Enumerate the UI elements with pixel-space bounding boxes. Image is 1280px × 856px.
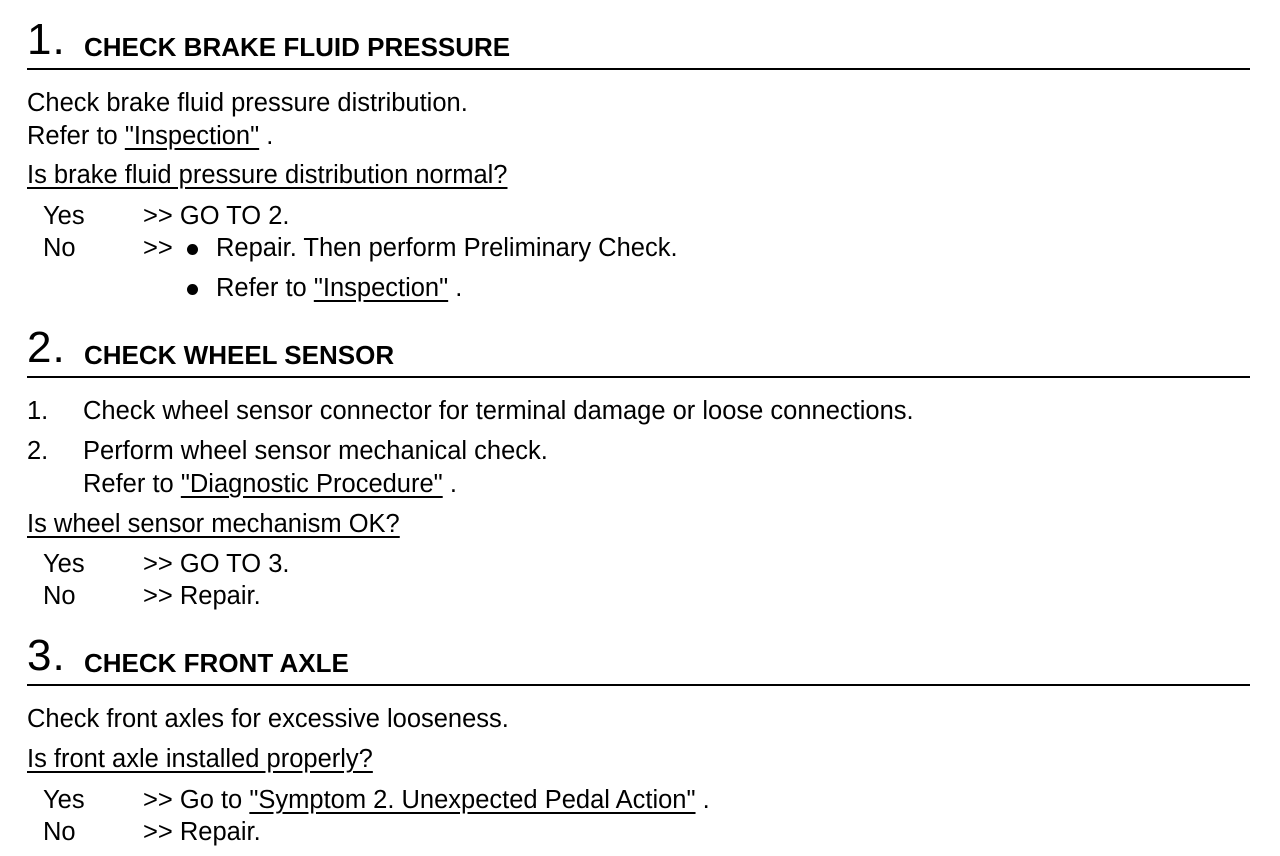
- step-1-no-refer-suffix: .: [455, 274, 463, 302]
- step-3-question: Is front axle installed properly?: [27, 745, 373, 773]
- step-2-yes-label: Yes: [43, 550, 85, 578]
- step-3-yes-label: Yes: [43, 786, 85, 814]
- inspection-link[interactable]: "Inspection": [124, 122, 260, 150]
- step-2-refer-suffix: .: [449, 470, 457, 498]
- step-2-item-1-number: 1.: [27, 397, 49, 425]
- symptom-2-link[interactable]: "Symptom 2. Unexpected Pedal Action": [249, 786, 696, 814]
- step-2: [27, 323, 1250, 382]
- step-1-divider: [27, 68, 1250, 70]
- step-2-refer: [83, 469, 457, 499]
- step-1-no-arrow: >>: [143, 234, 173, 262]
- step-2-no-label: No: [43, 582, 76, 610]
- step-3-yes-action: [143, 785, 710, 815]
- step-3-no-action: >> Repair.: [143, 818, 261, 846]
- bullet-icon: [187, 284, 198, 295]
- step-1-no-bullet-2: [216, 273, 462, 303]
- step-3-yes-suffix: .: [702, 786, 710, 814]
- step-1-instruction: Check brake fluid pressure distribution.: [27, 89, 468, 117]
- step-3-no-label: No: [43, 818, 76, 846]
- step-1-no-bullet-1: Repair. Then perform Preliminary Check.: [216, 234, 678, 262]
- step-2-no-action: >> Repair.: [143, 582, 261, 610]
- step-3-instruction: Check front axles for excessive looseness.: [27, 705, 509, 733]
- step-2-item-2-number: 2.: [27, 437, 49, 465]
- step-2-number: 2.: [27, 323, 66, 372]
- step-1-yes-action: >> GO TO 2.: [143, 202, 290, 230]
- step-1-no-refer-prefix: Refer to: [216, 274, 307, 302]
- step-2-item-2-text: Perform wheel sensor mechanical check.: [83, 437, 548, 465]
- step-3-number: 3.: [27, 631, 66, 680]
- step-1-no-label: No: [43, 234, 76, 262]
- step-2-question: Is wheel sensor mechanism OK?: [27, 510, 400, 538]
- step-3-divider: [27, 684, 1250, 686]
- step-3-title: CHECK FRONT AXLE: [84, 648, 349, 678]
- step-2-yes-action: >> GO TO 3.: [143, 550, 290, 578]
- inspection-link[interactable]: "Inspection": [313, 274, 449, 302]
- bullet-icon: [187, 244, 198, 255]
- step-3: [27, 631, 1250, 690]
- step-1-header: [27, 15, 1250, 74]
- step-1-title: CHECK BRAKE FLUID PRESSURE: [84, 32, 511, 62]
- step-1-refer-prefix: Refer to: [27, 122, 118, 150]
- step-1-refer-suffix: .: [266, 122, 274, 150]
- step-2-title: CHECK WHEEL SENSOR: [84, 340, 395, 370]
- step-1: [27, 15, 1250, 74]
- step-2-refer-prefix: Refer to: [83, 470, 174, 498]
- step-2-divider: [27, 376, 1250, 378]
- diagnostic-procedure-link[interactable]: "Diagnostic Procedure": [180, 470, 443, 498]
- step-3-yes-prefix: >> Go to: [143, 786, 243, 814]
- step-1-number: 1.: [27, 15, 66, 64]
- step-2-item-1-text: Check wheel sensor connector for terminal damage or loose connections.: [83, 397, 914, 425]
- step-2-header: [27, 323, 1250, 382]
- step-3-header: [27, 631, 1250, 690]
- step-1-question: Is brake fluid pressure distribution normal?: [27, 161, 508, 189]
- step-1-refer: [27, 121, 273, 151]
- step-1-yes-label: Yes: [43, 202, 85, 230]
